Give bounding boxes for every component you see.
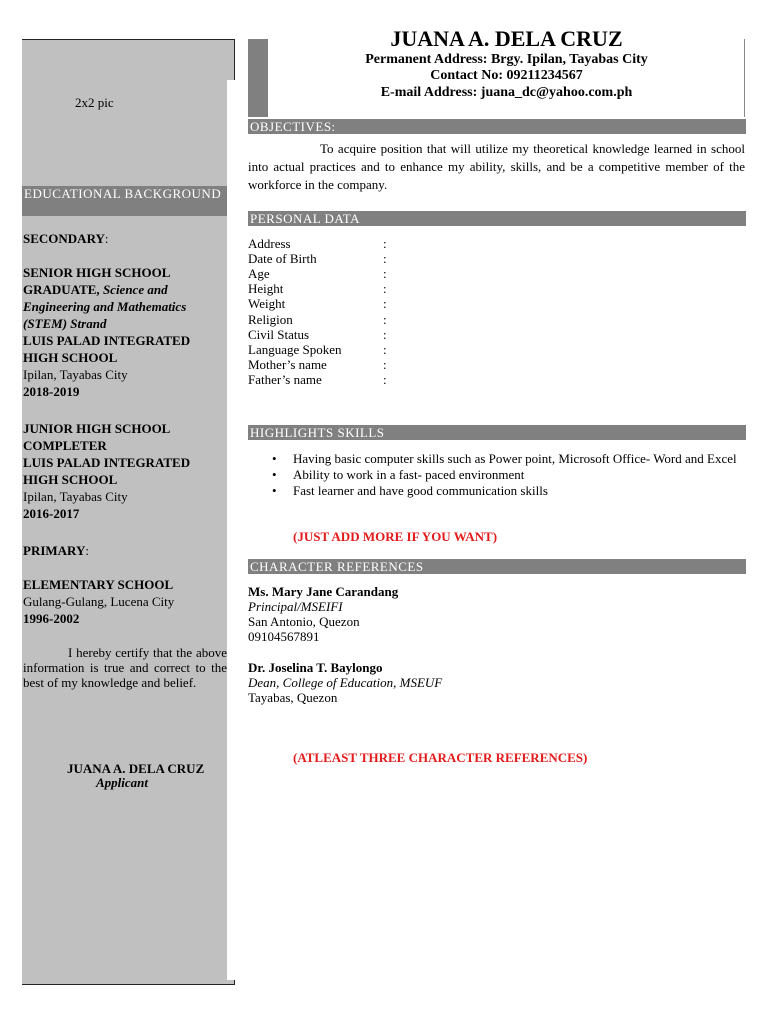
field-civil-status: Civil Status bbox=[248, 327, 310, 342]
objectives-header: OBJECTIVES: bbox=[248, 119, 746, 134]
header-accent-bar bbox=[248, 39, 268, 117]
colon: : bbox=[383, 312, 387, 327]
objectives-text: To acquire position that will utilize my theoretical knowledge learned in school into actual practices and to enhance my ability, skills, and be a competitive member of the workforce in the company. bbox=[248, 141, 745, 192]
field-age: Age bbox=[248, 266, 270, 281]
colon: : bbox=[383, 236, 387, 251]
contact-line: Contact No: 09211234567 bbox=[430, 68, 583, 83]
colon: : bbox=[383, 327, 387, 342]
email-line: E-mail Address: juana_dc@yahoo.com.ph bbox=[380, 85, 633, 100]
jhs-title: JUNIOR HIGH SCHOOL COMPLETER bbox=[23, 421, 170, 453]
shs-years: 2018-2019 bbox=[23, 384, 80, 399]
certification-text: I hereby certify that the above information is true and correct to the best of my knowledge and belief. bbox=[23, 645, 227, 690]
colon: : bbox=[383, 251, 387, 266]
field-mother: Mother’s name bbox=[248, 357, 327, 372]
skills-note: (JUST ADD MORE IF YOU WANT) bbox=[293, 529, 498, 544]
jhs-block bbox=[23, 420, 228, 522]
signature-name: JUANA A. DELA CRUZ bbox=[67, 761, 205, 776]
field-language: Language Spoken bbox=[248, 342, 342, 357]
ref1-phone: 09104567891 bbox=[248, 629, 320, 644]
personal-data-header: PERSONAL DATA bbox=[248, 211, 746, 226]
colon: : bbox=[383, 296, 387, 311]
colon: : bbox=[383, 281, 387, 296]
list-item: • Fast learner and have good communication skills bbox=[272, 483, 746, 499]
elem-place: Gulang-Gulang, Lucena City bbox=[23, 594, 175, 609]
ref1-role: Principal/MSEIFI bbox=[248, 599, 343, 614]
address-line: Permanent Address: Brgy. Ipilan, Tayabas City bbox=[365, 52, 648, 67]
sidebar-right-strip bbox=[227, 80, 235, 980]
colon: : bbox=[383, 266, 387, 281]
jhs-years: 2016-2017 bbox=[23, 506, 80, 521]
field-dob: Date of Birth bbox=[248, 251, 317, 266]
ref2-place: Tayabas, Quezon bbox=[248, 690, 338, 705]
field-height: Height bbox=[248, 281, 284, 296]
field-father: Father’s name bbox=[248, 372, 322, 387]
jhs-school: LUIS PALAD INTEGRATED HIGH SCHOOL bbox=[23, 455, 191, 487]
elem-years: 1996-2002 bbox=[23, 611, 80, 626]
ref1-place: San Antonio, Quezon bbox=[248, 614, 360, 629]
primary-label: PRIMARY: bbox=[23, 543, 89, 558]
list-item: • Having basic computer skills such as Power point, Microsoft Office- Word and Excel bbox=[272, 451, 746, 467]
ref1-name: Ms. Mary Jane Carandang bbox=[248, 584, 399, 599]
reference-1 bbox=[248, 584, 398, 644]
signature-role: Applicant bbox=[96, 775, 149, 790]
shs-block bbox=[23, 264, 228, 400]
ref2-role: Dean, College of Education, MSEUF bbox=[248, 675, 443, 690]
jhs-place: Ipilan, Tayabas City bbox=[23, 489, 128, 504]
field-religion: Religion bbox=[248, 312, 293, 327]
skills-list bbox=[272, 451, 746, 499]
education-header: EDUCATIONAL BACKGROUND bbox=[22, 186, 227, 216]
sidebar-accent-strip bbox=[12, 39, 22, 985]
field-weight: Weight bbox=[248, 296, 286, 311]
applicant-name: JUANA A. DELA CRUZ bbox=[390, 26, 623, 51]
colon: : bbox=[383, 342, 387, 357]
shs-school: LUIS PALAD INTEGRATED HIGH SCHOOL bbox=[23, 333, 191, 365]
shs-strand: Science and Engineering and Mathematics (STEM) Strand bbox=[23, 282, 187, 331]
photo-placeholder: 2x2 pic bbox=[75, 95, 114, 110]
colon: : bbox=[383, 372, 387, 387]
list-item: • Ability to work in a fast- paced environment bbox=[272, 467, 746, 483]
shs-place: Ipilan, Tayabas City bbox=[23, 367, 128, 382]
shs-title: SENIOR HIGH SCHOOL GRADUATE, bbox=[23, 265, 170, 297]
elem-block bbox=[23, 576, 228, 627]
skills-header: HIGHLIGHTS SKILLS bbox=[248, 425, 746, 440]
ref2-name: Dr. Joselina T. Baylongo bbox=[248, 660, 383, 675]
field-address: Address bbox=[248, 236, 291, 251]
reference-2 bbox=[248, 660, 442, 705]
elem-title: ELEMENTARY SCHOOL bbox=[23, 577, 174, 592]
references-note: (ATLEAST THREE CHARACTER REFERENCES) bbox=[293, 750, 588, 765]
references-header: CHARACTER REFERENCES bbox=[248, 559, 746, 574]
secondary-label: SECONDARY: bbox=[23, 231, 109, 246]
colon: : bbox=[383, 357, 387, 372]
